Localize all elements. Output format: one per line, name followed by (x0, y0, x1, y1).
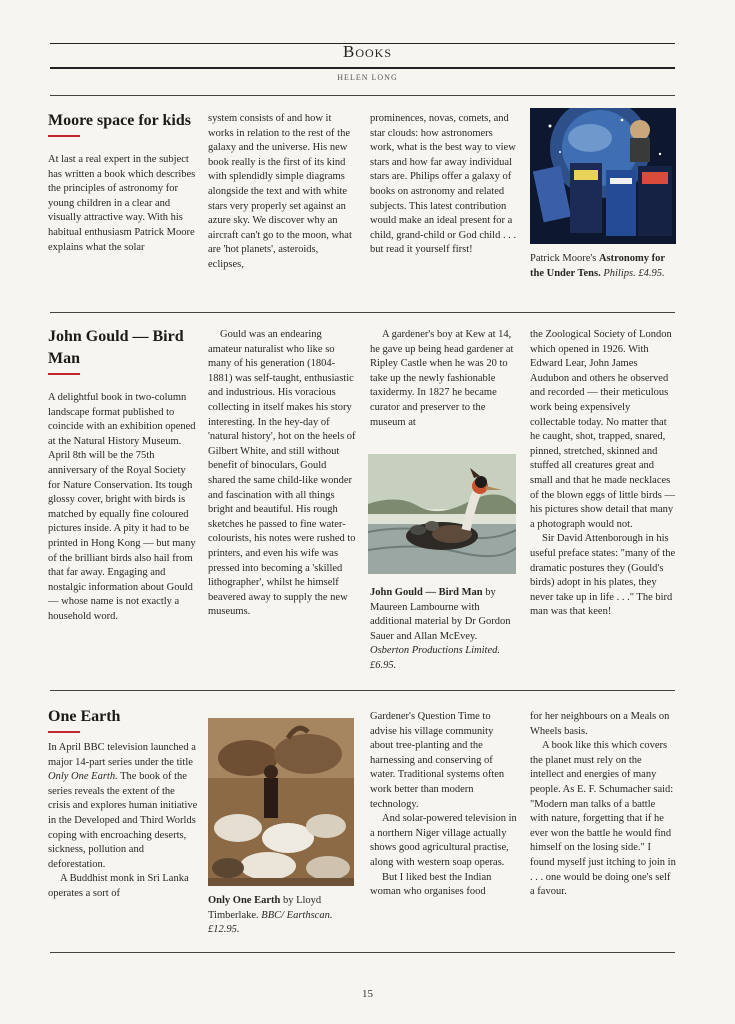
review1-column-3 (370, 112, 518, 258)
caption-book-title: Only One Earth (208, 895, 281, 906)
review2-body-4a: the Zoological Society of London which opened in 1926. With Edward Lear, John James Audubon and others he observed and recorded — their meticulous work being expensively collectable today. No matter that he caught, shot, trapped, snared, pinned, stretched, skinned and stuffed all creatures great and small and that he made necklaces of the blown eggs of little birds — his pictures show detail that many a photograph would not. (530, 329, 675, 530)
page-number: 15 (362, 988, 373, 1000)
review3-body-3a: Gardener's Question Time to advise his village community about tree-planting and the harnessing and conserving of water. Traditional systems often work better than modern technology. (370, 711, 505, 810)
review3-series-title: Only One Earth. (48, 771, 118, 783)
headline-accent-bar (48, 731, 80, 733)
review3-column-1 (48, 706, 198, 902)
caption-price: £12.95. (208, 924, 240, 936)
review3-body-4b: A book like this which covers the planet must rely on the intellect and energies of many people. As E. F. Schumacher said: "Modern man talks of a battle with nature, forgetting that if he ever won the battle he would find himself on the losing side." I found myself just itching to join in . . . one would be doing one's self a favour. (530, 740, 676, 898)
caption-book-title: John Gould — Bird Man (370, 587, 483, 598)
caption-price: £6.95. (370, 659, 397, 671)
review2-body-3: A gardener's boy at Kew at 14, he gave up being head gardener at Ripley Castle when he was 20 to take up the newly fashionable taxidermy. In 1827 he became curator and preserver to the museum at (370, 329, 514, 428)
review2-body-2: Gould was an endearing amateur naturalist who like so many of his generation (1804-1881) was self-taught, enthusiastic and industrious. His voracious collecting in itself makes his story interesting. In the hey-day of 'natural history', hot on the heels of Gilbert White, and still without benefit of binoculars, Gould shared the same child-like wonder and fascination with all things bright and beautiful. His rough sketches he passed to fine water-colourists, his notes were rushed to printers, and even his wife was pressed into becoming a 'skilled lithographer', whilst he himself beavered away to supply the new museums. (208, 329, 356, 618)
review3-caption (208, 894, 356, 938)
review3-column-4 (530, 710, 676, 900)
review2-column-1 (48, 326, 198, 625)
review3-body-3c: But I liked best the Indian woman who organises food (370, 871, 492, 898)
header-underline-rule (50, 95, 675, 96)
review2-body-1: A delightful book in two-column landscape format published to coincide with an exhibition opened at the Natural History Museum. April 8th will be the 75th anniversary of the Royal Society for Nature Conservation. Its tough glossy cover, bright with birds is matched by equally fine coloured pictures inside. A pity it had to be printed in Hong Kong — but many of the brilliant birds also hail from that far away. Engaging and nostalgic information about Gould — whose name is not exactly a household word. (48, 392, 196, 622)
section-divider-1 (50, 312, 675, 313)
header-bottom-rule (50, 67, 675, 69)
review3-body-4a: for her neighbours on a Meals on Wheels basis. (530, 711, 670, 737)
section-title: Books (342, 42, 392, 61)
section-divider-3 (50, 952, 675, 953)
headline-accent-bar (48, 373, 80, 375)
grebe-bird-illustration (368, 454, 516, 574)
review3-column-3 (370, 710, 518, 900)
review3-headline: One Earth (48, 708, 121, 725)
review1-body-1: At last a real expert in the subject has written a book which describes the principles of astronomy for young children in a clear and visually attractive way. With his habitual enthusiasm Patrick Moore explains what the solar (48, 154, 196, 253)
caption-publisher: Philips. (603, 267, 636, 279)
review1-headline: Moore space for kids (48, 112, 191, 129)
caption-publisher: BBC/ Earthscan. (261, 909, 333, 921)
caption-book-title: Astronomy for the Under Tens. (530, 253, 665, 279)
review2-column-2 (208, 328, 356, 620)
desert-village-photo (208, 718, 354, 886)
caption-credits: by Maureen Lambourne with additional material by Dr Gordon Sauer and Allan McEvey. (370, 587, 511, 642)
review1-body-2: system consists of and how it works in relation to the rest of the galaxy and the universe. His new book really is the first of its kind with splendidly simple diagrams alongside the text and with white stars very properly set against an azure sky. We discover why an aircraft can't go to the moon, what are 'hot planets', asteroids, eclipses, (208, 113, 352, 270)
caption-credits: by Lloyd Timberlake. (208, 895, 322, 921)
review3-body-1b: The book of the series reveals the extent of the crisis and explores human initiative in the Developed and Third Worlds coping with encroaching deserts, sickness, pollution and deforestation. (48, 771, 198, 870)
byline: HELEN LONG (337, 73, 398, 82)
review2-caption (370, 586, 518, 674)
review2-column-3 (370, 328, 518, 430)
review3-body-1 (48, 741, 198, 872)
caption-lead: Patrick Moore's (530, 253, 599, 264)
review2-headline: John Gould — Bird Man (48, 328, 184, 367)
review3-body-1c: A Buddhist monk in Sri Lanka operates a sort of (48, 873, 189, 899)
review2-column-4 (530, 328, 676, 620)
astronomy-books-photo (530, 108, 676, 244)
review2-body-4b: Sir David Attenborough in his useful preface states: "many of the dramatic postures they (Gould's birds) adopt in his plates, they never take up in life . . ." The bird man was that keen! (530, 533, 676, 618)
review1-caption (530, 252, 676, 281)
review1-column-1 (48, 110, 198, 255)
review1-body-3: prominences, novas, comets, and star clouds: how astronomers work, what is the best way to view stars and how far away individual stars are. Philips offer a galaxy of books on astronomy and related subjects. This latest contribution would make an ideal present for a child, grand-child or God child . . . but read it yourself first! (370, 113, 517, 256)
review1-column-2 (208, 112, 356, 273)
section-divider-2 (50, 690, 675, 691)
review3-body-3b: And solar-powered television in a northern Niger village actually shows good agricultural practise, along with western soap operas. (370, 813, 517, 868)
caption-price: £4.95. (638, 267, 665, 279)
caption-publisher: Osberton Productions Limited. (370, 645, 500, 657)
review3-body-1a: In April BBC television launched a major 14-part series under the title (48, 742, 196, 768)
headline-accent-bar (48, 135, 80, 137)
